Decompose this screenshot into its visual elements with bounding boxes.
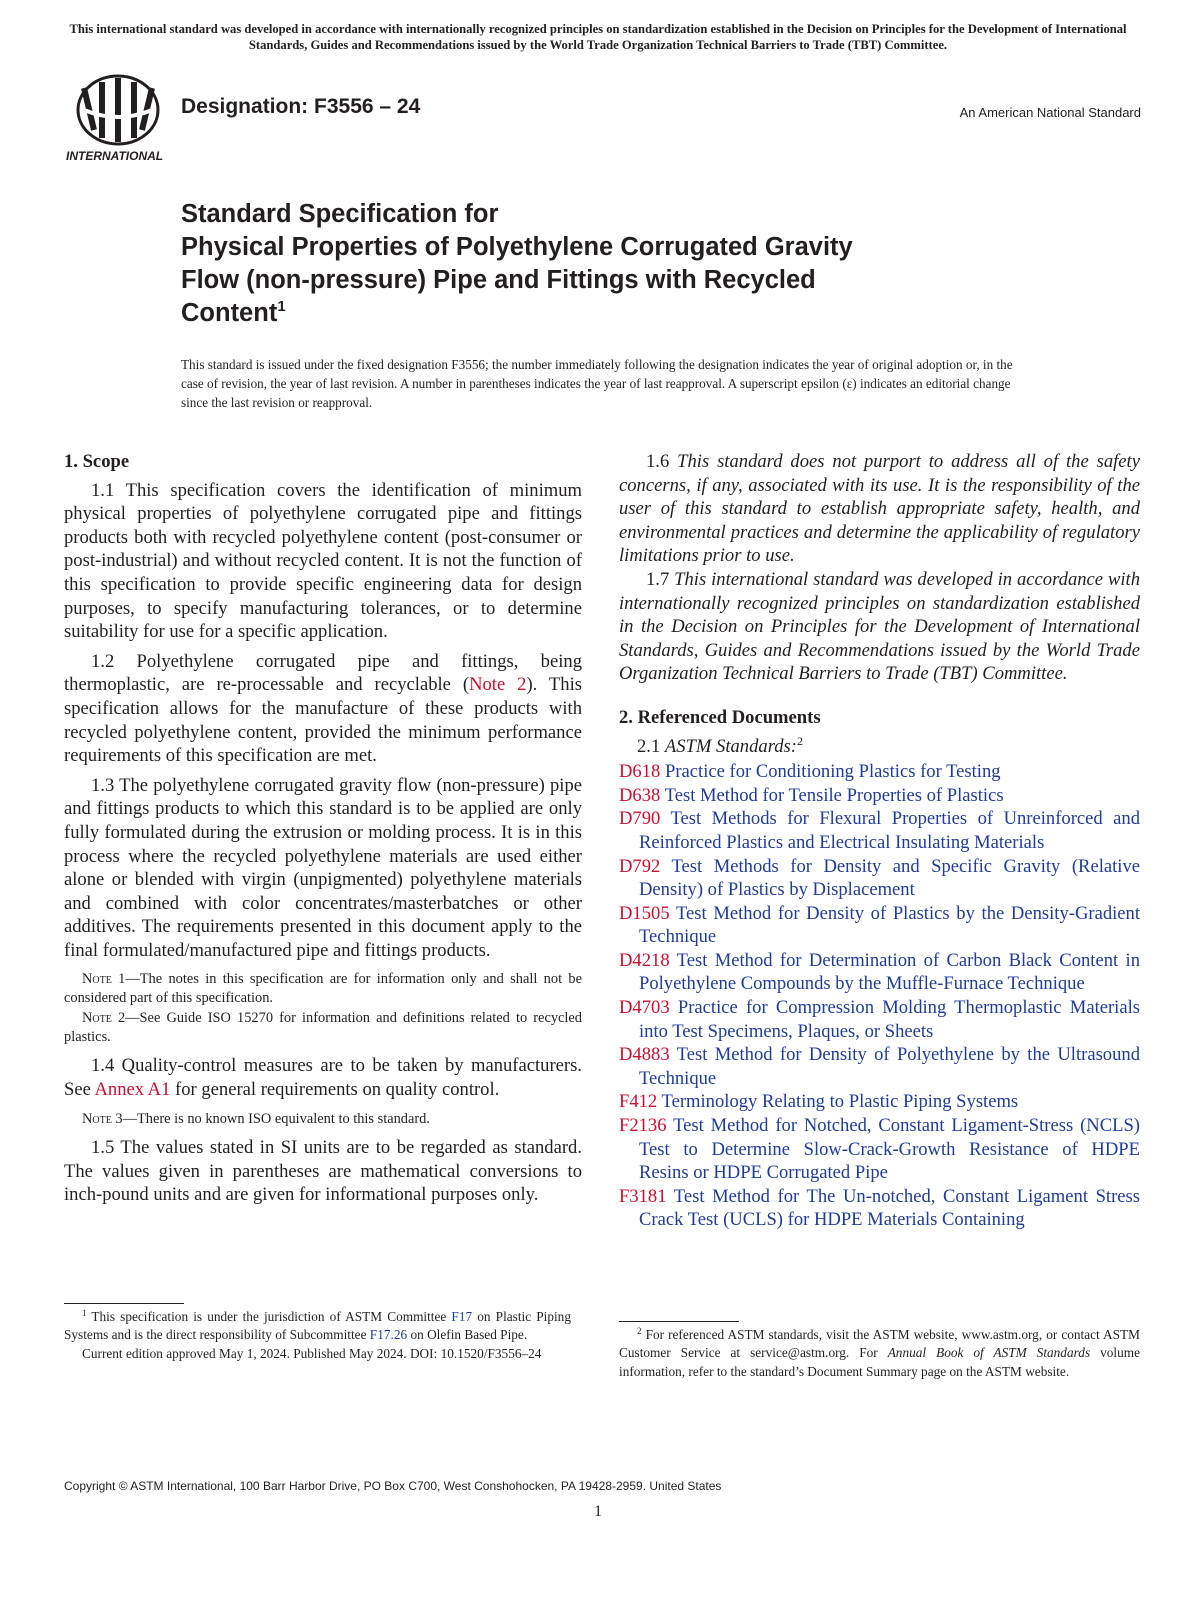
- issued-statement: This standard is issued under the fixed designation F3556; the number immediately following the designation indicates the year of original adoption or, in the case of revision, the year of last revision. A number in parentheses indicates the year of last reapproval. A superscript epsilon (ε) indicates an editorial change since the last revision or reapproval.: [181, 357, 1013, 410]
- reference-item: [619, 996, 1140, 1043]
- note-3: Note 3—There is no known ISO equivalent to this standard.: [82, 1110, 430, 1127]
- footnote-1: $^1$ This specification is under the jurisdiction of ASTM Committee F17 on Plastic Piping Systems and is the direct responsibility of Subcommittee F17.26 on Olefin Based Pipe. Current edition approved May 1, 2024. Published May 2024. DOI: 10.1520/F3556–24: [64, 1308, 571, 1363]
- annex-a1-link[interactable]: Annex A1: [94, 1079, 171, 1101]
- reference-code-link[interactable]: F412: [619, 1091, 658, 1113]
- logo-text: INTERNATIONAL: [66, 149, 164, 163]
- section-1-4: 1.4 Quality-control measures are to be taken by manufacturers. See Annex A1 for general requirements on quality control.: [64, 1055, 582, 1101]
- reference-title-link[interactable]: Test Method for Tensile Properties of Plastics: [664, 784, 1004, 806]
- committee-f17-link[interactable]: F17: [451, 1309, 473, 1324]
- reference-code-link[interactable]: D4883: [619, 1044, 670, 1066]
- reference-item: [619, 760, 1140, 784]
- top-notice: This international standard was developed in accordance with internationally recognized principles on standardization established in the Decision on Principles for the Development of International Standards, Guides and Recommendations issued by the World Trade Organization Technical Barriers to Trade (TBT) Committee.: [69, 22, 1127, 52]
- american-national-standard: An American National Standard: [959, 105, 1141, 120]
- referenced-documents-heading: 2. Referenced Documents: [619, 706, 821, 728]
- reference-title-link[interactable]: Test Methods for Flexural Properties of Unreinforced and Reinforced Plastics and Electrical Insulating Materials: [639, 808, 1141, 853]
- reference-code-link[interactable]: D618: [619, 761, 661, 783]
- title-footnote-mark: 1: [277, 298, 286, 315]
- designation: Designation: F3556 – 24: [181, 95, 421, 118]
- reference-code-link[interactable]: D1505: [619, 902, 670, 924]
- note-2-link[interactable]: Note 2: [469, 674, 527, 696]
- reference-title-link[interactable]: Test Method for Notched, Constant Ligament-Stress (NCLS) Test to Determine Slow-Crack-Growth Resistance of HDPE Resins or HDPE Corrugated Pipe: [639, 1115, 1140, 1184]
- reference-code-link[interactable]: F2136: [619, 1115, 667, 1137]
- reference-title-link[interactable]: Test Method for Density of Polyethylene by the Ultrasound Technique: [639, 1044, 1140, 1089]
- reference-title-link[interactable]: Test Method for Determination of Carbon Black Content in Polyethylene Compounds by the Muffle-Furnace Technique: [639, 949, 1140, 995]
- reference-code-link[interactable]: F3181: [619, 1185, 667, 1207]
- reference-item: [619, 949, 1140, 996]
- document-title: [181, 198, 1001, 330]
- reference-code-link[interactable]: D638: [619, 784, 661, 806]
- reference-title-link[interactable]: Practice for Conditioning Plastics for Testing: [664, 761, 1001, 783]
- reference-title-link[interactable]: Terminology Relating to Plastic Piping Systems: [661, 1091, 1019, 1113]
- reference-title-link[interactable]: Test Methods for Density and Specific Gravity (Relative Density) of Plastics by Displacement: [639, 855, 1140, 901]
- footnote-2: $^2$ For referenced ASTM standards, visit the ASTM website, www.astm.org, or contact ASTM Customer Service at service@astm.org. For Annual Book of ASTM Standards volume information, refer to the standard’s Document Summary page on the ASTM website.: [619, 1326, 1141, 1379]
- copyright: Copyright © ASTM International, 100 Barr Harbor Drive, PO Box C700, West Conshohocken, PA 19428-2959. United States: [64, 1479, 722, 1493]
- astm-logo: [62, 68, 174, 168]
- footnote-rule-left: [64, 1303, 184, 1304]
- subcommittee-f17-26-link[interactable]: F17.26: [369, 1327, 408, 1343]
- left-column: [64, 450, 582, 1213]
- reference-title-link[interactable]: Test Method for The Un-notched, Constant Ligament Stress Crack Test (UCLS) for HDPE Materials Containing: [639, 1185, 1141, 1231]
- section-1-6: 1.6 This standard does not purport to address all of the safety concerns, if any, associated with its use. It is the responsibility of the user of this standard to establish appropriate safety, health, and environmental practices and determine the applicability of regulatory limitations prior to use.: [619, 451, 1140, 567]
- reference-title-link[interactable]: Practice for Compression Molding Thermoplastic Materials into Test Specimens, Plaques, or Sheets: [639, 997, 1140, 1042]
- section-1-3: 1.3 The polyethylene corrugated gravity flow (non-pressure) pipe and fittings products to which this standard is to be applied are only fully formulated during the extrusion or molding process. It is in this process where the recycled polyethylene materials are used either alone or blended with virgin (unpigmented) polyethylene materials and combined with color concentrates/masterbatches or other additives. The requirements presented in this document apply to the final formulated/manufactured pipe and fittings products.: [64, 774, 582, 961]
- section-1-2: 1.2 Polyethylene corrugated pipe and fittings, being thermoplastic, are re-processable and recyclable (Note 2). This specification allows for the manufacture of these products with recycled polyethylene content, provided the minimum performance requirements of this specification are met.: [64, 650, 582, 767]
- footnote-rule-right: [619, 1321, 739, 1322]
- scope-heading: 1. Scope: [64, 451, 130, 472]
- astm-standards-subhead: 2.1 ASTM Standards:$^2$: [637, 733, 803, 757]
- reference-item: [619, 902, 1140, 949]
- reference-item: [619, 1090, 1140, 1114]
- note-1: Note 1—The notes in this specification are for information only and shall not be considered part of this specification.: [64, 971, 582, 1006]
- reference-code-link[interactable]: D4218: [619, 949, 670, 971]
- reference-item: [619, 1185, 1140, 1232]
- reference-code-link[interactable]: D790: [619, 808, 661, 830]
- reference-item: [619, 784, 1140, 808]
- section-1-5: 1.5 The values stated in SI units are to be regarded as standard. The values given in parentheses are mathematical conversions to inch-pound units and are given for informational purposes only.: [64, 1137, 582, 1206]
- title-line-4: Content: [181, 299, 278, 327]
- reference-title-link[interactable]: Test Method for Density of Plastics by the Density-Gradient Technique: [639, 902, 1141, 948]
- section-1-1: 1.1 This specification covers the identification of minimum physical properties of polyethylene corrugated pipe and fittings products both with recycled polyethylene content (post-consumer or post-industrial) and without recycled content. It is not the function of this specification to provide specific engineering data for design purposes, to specify manufacturing tolerances, or to determine suitability for use for a specific application.: [64, 479, 582, 643]
- note-2: Note 2—See Guide ISO 15270 for information and definitions related to recycled plastics.: [64, 1010, 582, 1045]
- reference-code-link[interactable]: D792: [619, 855, 661, 877]
- title-line-1: Standard Specification for: [181, 200, 499, 228]
- reference-list: [619, 760, 1140, 1232]
- title-line-2: Physical Properties of Polyethylene Corrugated Gravity: [181, 233, 853, 261]
- page-number: 1: [594, 1503, 602, 1520]
- title-line-3: Flow (non-pressure) Pipe and Fittings with Recycled: [181, 266, 816, 294]
- section-1-7: 1.7 This international standard was developed in accordance with internationally recognized principles on standardization established in the Decision on Principles for the Development of International Standards, Guides and Recommendations issued by the World Trade Organization Technical Barriers to Trade (TBT) Committee.: [619, 568, 1140, 685]
- reference-item: [619, 1043, 1140, 1090]
- reference-item: [619, 807, 1140, 854]
- reference-item: [619, 855, 1140, 902]
- current-edition: Current edition approved May 1, 2024. Published May 2024. DOI: 10.1520/F3556–24: [82, 1345, 542, 1361]
- right-column: [619, 450, 1140, 1232]
- reference-item: [619, 1114, 1140, 1185]
- reference-code-link[interactable]: D4703: [619, 997, 670, 1019]
